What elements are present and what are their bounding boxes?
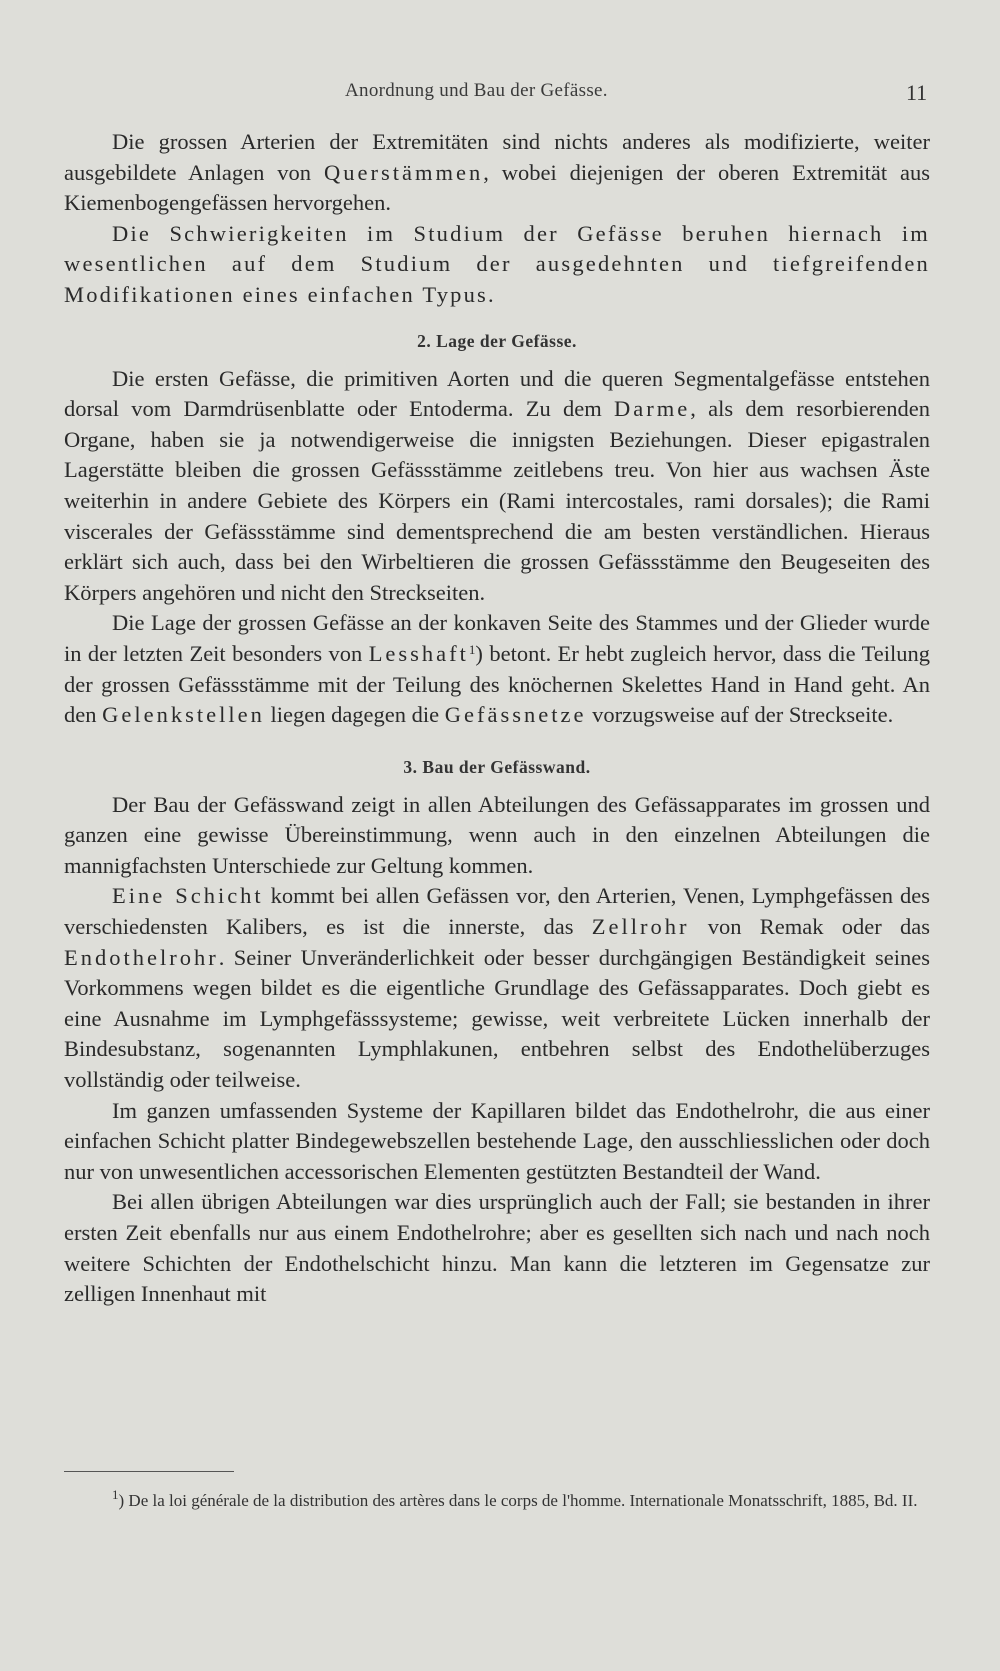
page-number: 11 xyxy=(906,80,928,105)
footnote-divider xyxy=(64,1471,234,1472)
paragraph: Der Bau der Gefässwand zeigt in allen Abteilungen des Gefässapparates im grossen und ganzen eine gewisse Übereinstimmung, wenn auch in den einzelnen Abteilungen die mannigfachsten Unterschiede zur Geltung kommen. xyxy=(64,791,930,878)
paragraph: Bei allen übrigen Abteilungen war dies ursprünglich auch der Fall; sie bestanden in ihrer ersten Zeit ebenfalls nur aus einem Endothelrohre; aber es gesellten sich nach und nach noch weitere Schichten der Endothelschicht hinzu. Man kann die letzteren im Gegensatze zur zelligen Innenhaut mit xyxy=(64,1189,930,1307)
spaced-term: Gelenkstellen xyxy=(102,702,265,728)
spaced-term: Endothelrohr xyxy=(64,944,219,970)
paragraph: Die grossen Arterien der Extremitäten sind nichts anderes als modifizierte, weiter ausgebildete Anlagen von Querstämmen, wobei diejenigen der oberen Extremität aus Kiemenbogengefässen hervorgehen. xyxy=(64,129,930,216)
paragraph: Eine Schicht kommt bei allen Gefässen vor, den Arterien, Venen, Lymphgefässen des verschiedensten Kalibers, es ist die innerste, das Zellrohr von Remak oder das Endothelrohr. Seiner Unveränderlichkeit oder besser durchgängigen Beständigkeit seines Vorkommens wegen bildet es die eigentliche Grundlage des Gefässapparates. Doch giebt es eine Ausnahme im Lymphgefässsysteme; gewisse, weit verbreitete Lücken innerhalb der Bindesubstanz, sogenannten Lymphlakunen, entbehren selbst des Endothelüberzuges vollständig oder teilweise. xyxy=(64,883,930,1093)
paragraph: Im ganzen umfassenden Systeme der Kapillaren bildet das Endothelrohr, die aus einer einfachen Schicht platter Bindegewebszellen bestehende Lage, den ausschliesslichen oder doch nur von unwesentlichen accessorischen Elementen gestützten Bestandteil der Wand. xyxy=(64,1097,930,1184)
spaced-term: Gefässnetze xyxy=(444,702,587,728)
spaced-term: Eine Schicht xyxy=(112,883,264,909)
body-text xyxy=(64,127,930,1310)
spaced-term: Lesshaft xyxy=(368,640,469,666)
footnote: $^1$) De la loi générale de la distribution des artères dans le corps de l'homme. Internationale Monatsschrift, 1885, Bd. II. xyxy=(112,1487,918,1510)
section-heading: 3. Bau der Gefässwand. xyxy=(403,756,591,777)
spaced-term: Querstämmen xyxy=(323,159,484,185)
paragraph: Die Lage der grossen Gefässe an der konkaven Seite des Stammes und der Glieder wurde in der letzten Zeit besonders von Lesshaft$^1$) betont. Er hebt zugleich hervor, dass die Teilung der grossen Gefässstämme mit der Teilung des knöchernen Skelettes Hand in Hand geht. An den Gelenkstellen liegen dagegen die Gefässnetze vorzugsweise auf der Streckseite. xyxy=(64,610,931,728)
paragraph: Die Schwierigkeiten im Studium der Gefässe beruhen hiernach im wesentlichen auf dem Studium der ausgedehnten und tiefgreifenden Modifikationen eines einfachen Typus. xyxy=(64,220,930,307)
running-title: Anordnung und Bau der Gefässe. xyxy=(345,80,608,101)
spaced-term: Darme xyxy=(613,396,691,422)
footnote-ref: 1 xyxy=(468,641,476,657)
section-heading: 2. Lage der Gefässe. xyxy=(417,330,577,351)
spaced-term: Zellrohr xyxy=(591,914,690,940)
paragraph: Die ersten Gefässe, die primitiven Aorten und die queren Segmentalgefässe entstehen dorsal vom Darmdrüsenblatte oder Entoderma. Zu dem Darme, als dem resorbierenden Organe, haben sie ja notwendigerweise die innigsten Beziehungen. Dieser epigastralen Lagerstätte bleiben die grossen Gefässstämme zeitlebens treu. Von hier aus wachsen Äste weiterhin in andere Gebiete des Körpers ein (Rami intercostales, rami dorsales); die Rami viscerales der Gefässstämme sind dementsprechend die am besten verständlichen. Hieraus erklärt sich auch, dass bei den Wirbeltieren die grossen Gefässstämme den Beugeseiten des Körpers angehören und nicht den Streckseiten. xyxy=(64,365,930,605)
